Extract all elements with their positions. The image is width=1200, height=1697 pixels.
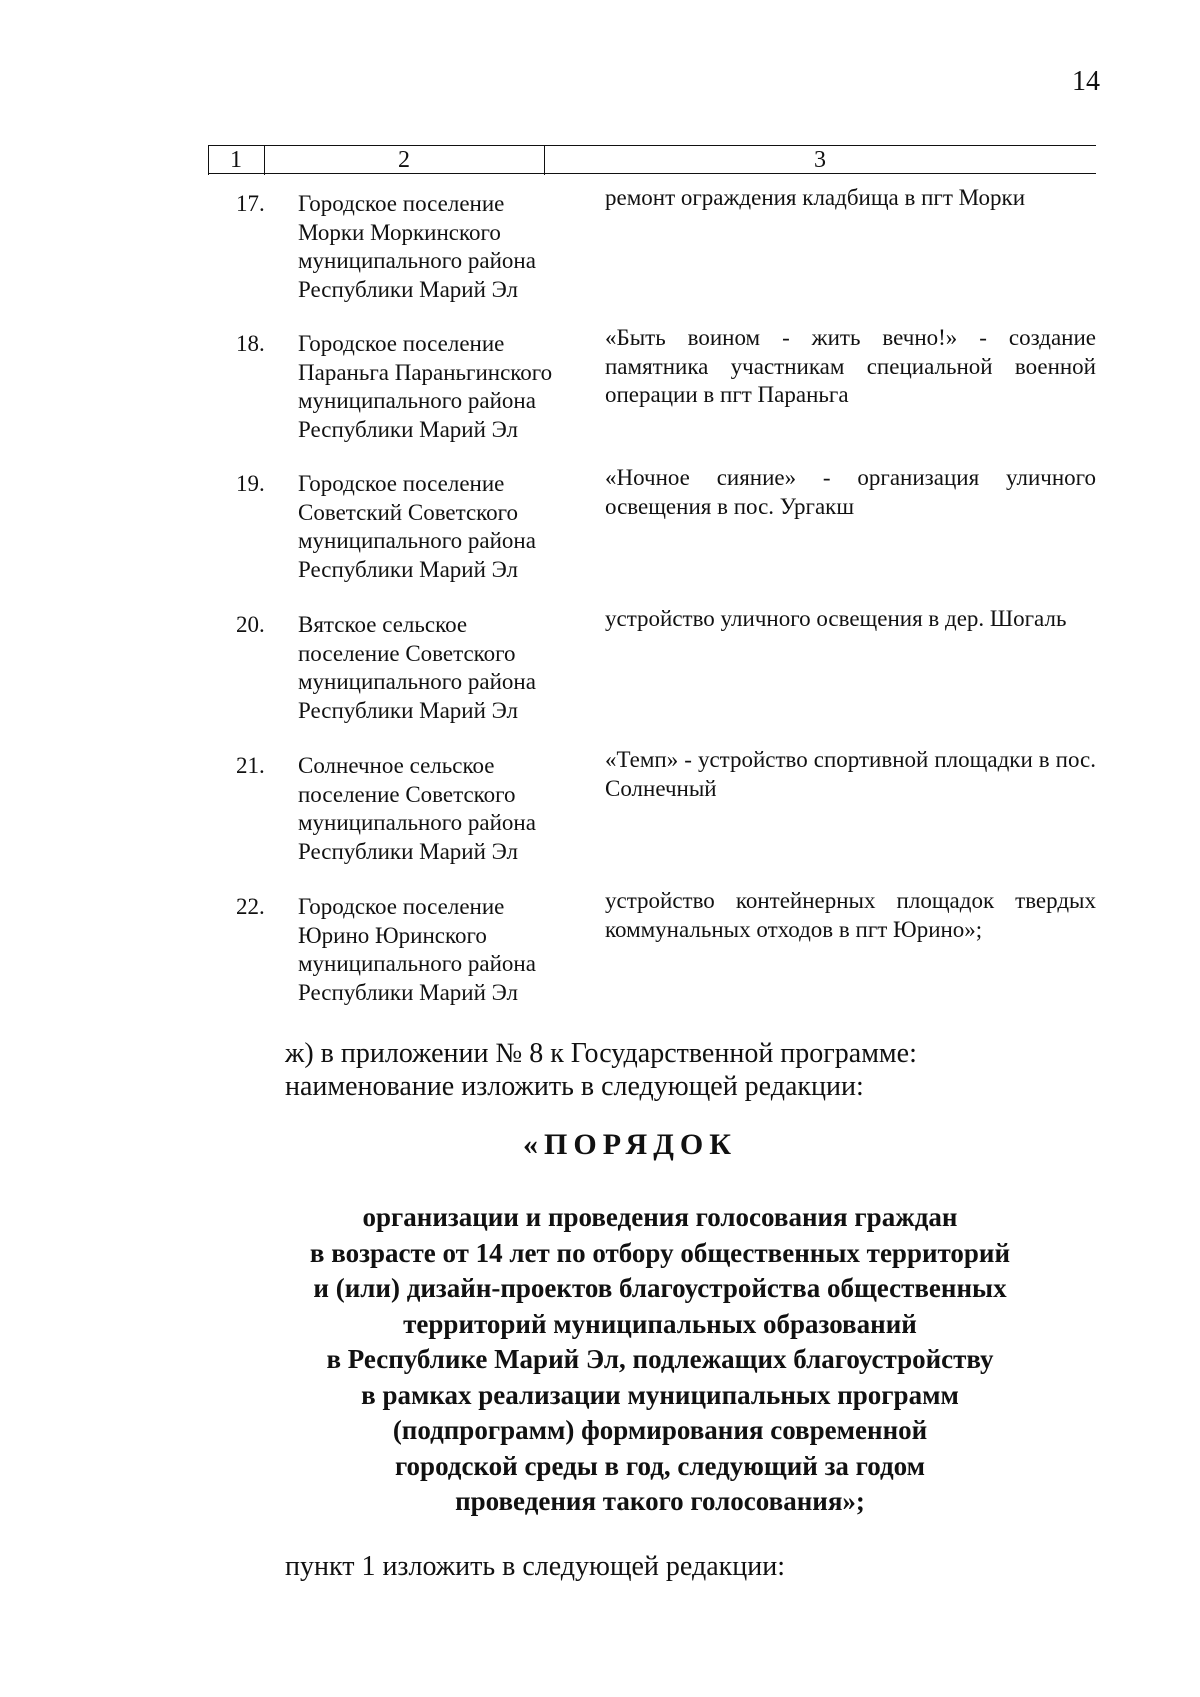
place-line: муниципального района — [298, 388, 536, 413]
municipality-name — [298, 470, 568, 584]
place-line: поселение Советского — [298, 640, 516, 666]
project-description: «Темп» - устройство спортивной площадки в пос. Солнечный — [605, 747, 1096, 801]
place-line: Республики Марий Эл — [298, 416, 519, 442]
row-number: 21. — [236, 753, 265, 778]
row-number: 22. — [236, 894, 265, 919]
place-line: Городское поселение — [298, 471, 505, 496]
place-line: муниципального района — [298, 951, 536, 976]
municipality-name — [298, 752, 568, 866]
place-line: Республики Марий Эл — [298, 556, 519, 582]
place-line: Юрино Юринского — [298, 922, 487, 948]
place-line: Морки Моркинского — [298, 219, 501, 245]
header-col-1: 1 — [230, 147, 242, 173]
place-line: Республики Марий Эл — [298, 697, 519, 723]
place-line: Республики Марий Эл — [298, 979, 519, 1005]
place-line: Городское поселение — [298, 331, 505, 356]
row-number: 18. — [236, 331, 265, 356]
place-line: Республики Марий Эл — [298, 276, 519, 302]
row-number: 20. — [236, 612, 265, 637]
place-line: Параньга Параньгинского — [298, 359, 553, 385]
project-description: «Быть воином - жить вечно!» - создание памятника участникам специальной военной операции в пгт Параньга — [605, 325, 1096, 407]
row-number: 17. — [236, 191, 265, 216]
subtitle-line: проведения такого голосования»; — [455, 1486, 865, 1516]
page-number: 14 — [1072, 66, 1100, 97]
place-line: поселение Советского — [298, 781, 516, 807]
document-subtitle — [260, 1200, 1060, 1520]
municipality-name — [298, 190, 568, 304]
header-col-3: 3 — [814, 147, 826, 173]
subtitle-line: в Республике Марий Эл, подлежащих благоустройству — [326, 1344, 994, 1374]
table-header — [208, 145, 1096, 175]
row-number: 19. — [236, 471, 265, 496]
project-description: устройство уличного освещения в дер. Шогаль — [605, 606, 1067, 631]
subtitle-line: (подпрограмм) формирования современной — [392, 1415, 928, 1445]
project-description: устройство контейнерных площадок твердых коммунальных отходов в пгт Юрино»; — [605, 888, 1096, 942]
municipality-name — [298, 330, 568, 444]
place-line: муниципального района — [298, 528, 536, 553]
paragraph-naming: наименование изложить в следующей редакции: — [285, 1071, 864, 1102]
place-line: муниципального района — [298, 810, 536, 835]
header-col-2: 2 — [398, 147, 410, 173]
subtitle-line: в рамках реализации муниципальных программ — [361, 1379, 959, 1410]
place-line: Республики Марий Эл — [298, 838, 519, 864]
municipality-name — [298, 611, 568, 725]
place-line: муниципального района — [298, 248, 536, 273]
place-line: Городское поселение — [298, 191, 505, 216]
project-description: «Ночное сияние» - организация уличного освещения в пос. Ургакш — [605, 465, 1096, 519]
place-line: Городское поселение — [298, 894, 505, 919]
subtitle-line: территорий муниципальных образований — [403, 1308, 917, 1339]
paragraph-point-1: пункт 1 изложить в следующей редакции: — [285, 1551, 785, 1582]
place-line: Вятское сельское — [298, 612, 468, 637]
subtitle-line: и (или) дизайн-проектов благоустройства общественных — [313, 1273, 1007, 1303]
subtitle-line: организации и проведения голосования граждан — [362, 1202, 958, 1232]
municipality-name — [298, 893, 568, 1007]
subtitle-line: городской среды в год, следующий за годом — [394, 1450, 926, 1481]
document-title: «ПОРЯДОК — [523, 1128, 737, 1161]
place-line: Советский Советского — [298, 499, 519, 525]
place-line: муниципального района — [298, 669, 536, 694]
place-line: Солнечное сельское — [298, 753, 495, 778]
project-description: ремонт ограждения кладбища в пгт Морки — [605, 185, 1026, 210]
subtitle-line: в возрасте от 14 лет по отбору общественных территорий — [309, 1237, 1011, 1268]
paragraph-appendix: ж) в приложении № 8 к Государственной программе: — [285, 1038, 917, 1069]
